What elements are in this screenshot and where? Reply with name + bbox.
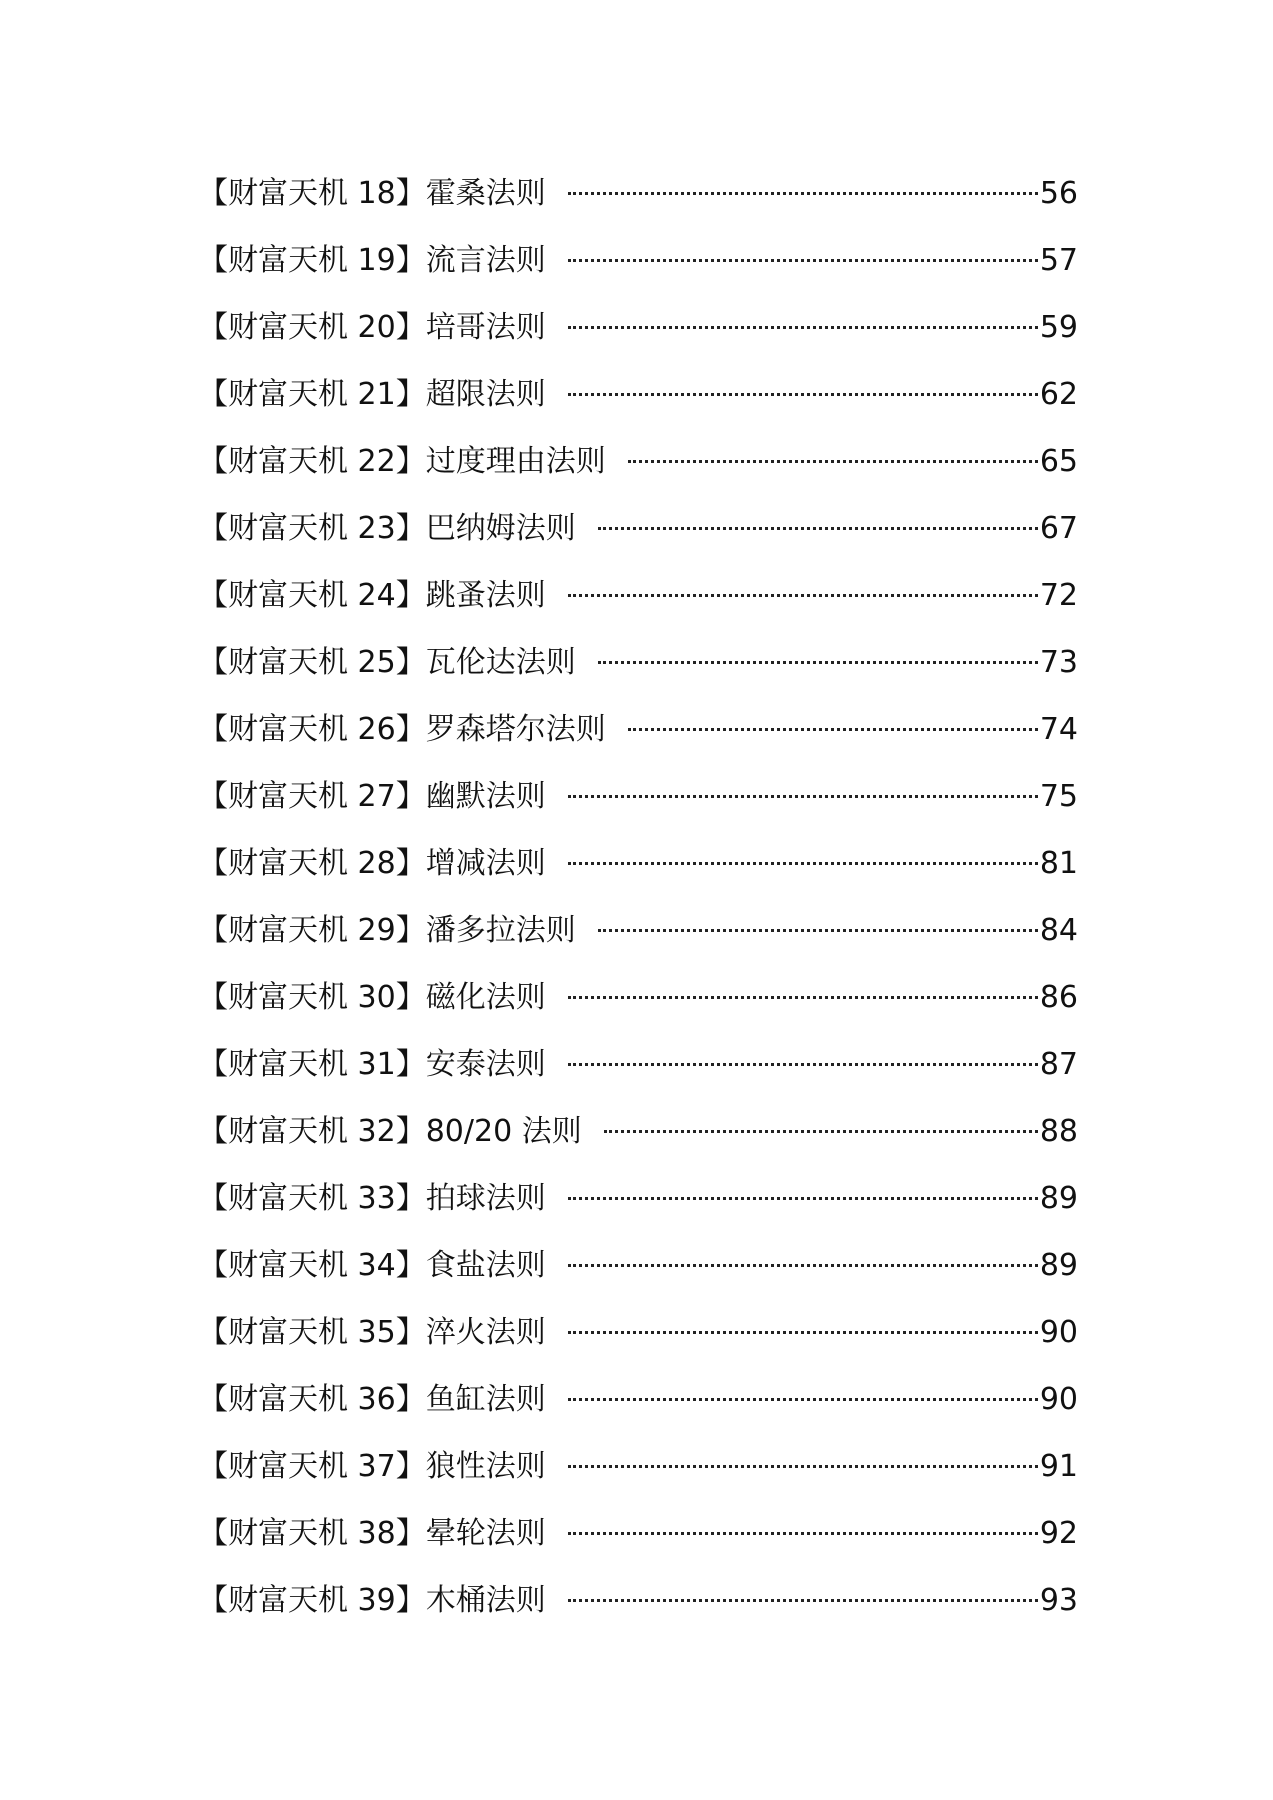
toc-entry[interactable] [198, 964, 1078, 1031]
toc-page-number: 81 [1039, 846, 1078, 881]
toc-page-number: 90 [1039, 1315, 1078, 1350]
toc-entry[interactable] [198, 696, 1078, 763]
toc-entry[interactable] [198, 830, 1078, 897]
dot-leader [568, 1264, 1038, 1267]
toc-entry[interactable] [198, 1500, 1078, 1567]
toc-page-number: 89 [1039, 1248, 1078, 1283]
toc-page-number: 89 [1039, 1181, 1078, 1216]
dot-leader [568, 862, 1038, 865]
dot-leader [568, 1398, 1038, 1401]
toc-entry[interactable] [198, 1165, 1078, 1232]
toc-entry[interactable] [198, 897, 1078, 964]
toc-entry-title: 【财富天机 20】培哥法则 [198, 310, 546, 345]
dot-leader [604, 1130, 1038, 1133]
dot-leader [568, 192, 1038, 195]
toc-page-number: 92 [1039, 1516, 1078, 1551]
dot-leader [568, 594, 1038, 597]
toc-entry[interactable] [198, 428, 1078, 495]
toc-page-number: 59 [1039, 310, 1078, 345]
toc-page-number: 84 [1039, 913, 1078, 948]
dot-leader [568, 326, 1038, 329]
toc-entry-title: 【财富天机 28】增减法则 [198, 846, 546, 881]
toc-page-number: 90 [1039, 1382, 1078, 1417]
toc-page-number: 67 [1039, 511, 1078, 546]
toc-page-number: 87 [1039, 1047, 1078, 1082]
toc-entry-title: 【财富天机 34】食盐法则 [198, 1248, 546, 1283]
toc-entry-title: 【财富天机 36】鱼缸法则 [198, 1382, 546, 1417]
toc-entry[interactable] [198, 160, 1078, 227]
dot-leader [568, 795, 1038, 798]
toc-page-number: 75 [1039, 779, 1078, 814]
toc-page-number: 73 [1039, 645, 1078, 680]
toc-entry[interactable] [198, 1031, 1078, 1098]
dot-leader [568, 1465, 1038, 1468]
toc-entry[interactable] [198, 629, 1078, 696]
toc-entry[interactable] [198, 1299, 1078, 1366]
toc-page-number: 56 [1039, 176, 1078, 211]
table-of-contents [198, 160, 1078, 1634]
toc-entry-title: 【财富天机 24】跳蚤法则 [198, 578, 546, 613]
toc-entry[interactable] [198, 1098, 1078, 1165]
toc-page-number: 86 [1039, 980, 1078, 1015]
dot-leader [568, 1599, 1038, 1602]
toc-page-number: 74 [1039, 712, 1078, 747]
dot-leader [568, 1197, 1038, 1200]
toc-entry-title: 【财富天机 30】磁化法则 [198, 980, 546, 1015]
toc-page-number: 57 [1039, 243, 1078, 278]
toc-entry[interactable] [198, 294, 1078, 361]
toc-entry-title: 【财富天机 31】安泰法则 [198, 1047, 546, 1082]
dot-leader [568, 393, 1038, 396]
toc-entry-title: 【财富天机 21】超限法则 [198, 377, 546, 412]
toc-entry[interactable] [198, 763, 1078, 830]
toc-entry-title: 【财富天机 39】木桶法则 [198, 1583, 546, 1618]
toc-entry-title: 【财富天机 32】80/20 法则 [198, 1114, 582, 1149]
toc-page-number: 93 [1039, 1583, 1078, 1618]
toc-page-number: 88 [1039, 1114, 1078, 1149]
toc-page-number: 62 [1039, 377, 1078, 412]
dot-leader [628, 728, 1038, 731]
toc-entry-title: 【财富天机 26】罗森塔尔法则 [198, 712, 606, 747]
toc-entry[interactable] [198, 495, 1078, 562]
toc-entry-title: 【财富天机 23】巴纳姆法则 [198, 511, 576, 546]
dot-leader [598, 929, 1038, 932]
dot-leader [568, 996, 1038, 999]
toc-entry-title: 【财富天机 38】晕轮法则 [198, 1516, 546, 1551]
toc-page-number: 65 [1039, 444, 1078, 479]
toc-entry[interactable] [198, 1433, 1078, 1500]
toc-entry[interactable] [198, 1366, 1078, 1433]
toc-entry-title: 【财富天机 33】拍球法则 [198, 1181, 546, 1216]
dot-leader [628, 460, 1038, 463]
toc-entry-title: 【财富天机 19】流言法则 [198, 243, 546, 278]
dot-leader [568, 1532, 1038, 1535]
toc-entry-title: 【财富天机 18】霍桑法则 [198, 176, 546, 211]
toc-entry[interactable] [198, 1567, 1078, 1634]
toc-entry-title: 【财富天机 25】瓦伦达法则 [198, 645, 576, 680]
toc-entry-title: 【财富天机 22】过度理由法则 [198, 444, 606, 479]
toc-entry[interactable] [198, 562, 1078, 629]
toc-entry[interactable] [198, 227, 1078, 294]
toc-entry-title: 【财富天机 37】狼性法则 [198, 1449, 546, 1484]
toc-entry-title: 【财富天机 35】淬火法则 [198, 1315, 546, 1350]
toc-page-number: 72 [1039, 578, 1078, 613]
dot-leader [568, 1331, 1038, 1334]
toc-entry-title: 【财富天机 27】幽默法则 [198, 779, 546, 814]
dot-leader [568, 1063, 1038, 1066]
toc-entry[interactable] [198, 1232, 1078, 1299]
toc-entry[interactable] [198, 361, 1078, 428]
dot-leader [598, 527, 1038, 530]
dot-leader [568, 259, 1038, 262]
dot-leader [598, 661, 1038, 664]
toc-entry-title: 【财富天机 29】潘多拉法则 [198, 913, 576, 948]
toc-page-number: 91 [1039, 1449, 1078, 1484]
